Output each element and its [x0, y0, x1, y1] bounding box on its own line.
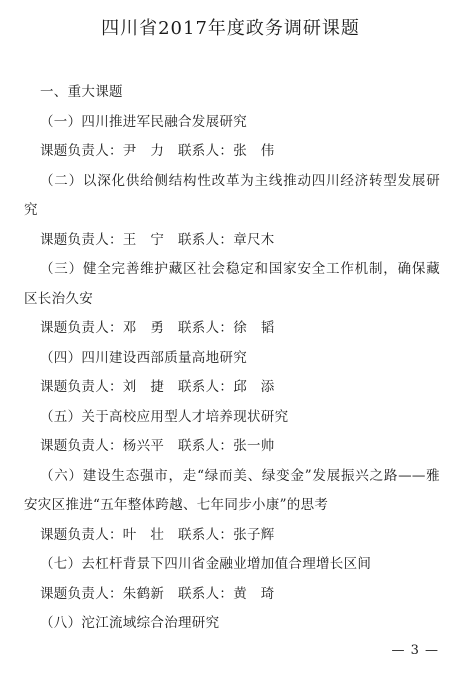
topic-item: （四）四川建设西部质量高地研究: [40, 349, 247, 366]
topic-persons: 课题负责人：刘 捷 联系人：邱 添: [40, 379, 275, 395]
topic-persons: 课题负责人：尹 力 联系人：张 伟: [40, 143, 275, 159]
topic-item: （六）建设生态强市，走“绿而美、绿变金”发展振兴之路——雅安灾区推进“五年整体跨越、七年同步小康”的思考: [24, 467, 440, 513]
topic-persons: 课题负责人：朱鹤新 联系人：黄 琦: [40, 585, 275, 602]
topic-item: （八）沱江流域综合治理研究: [40, 615, 220, 631]
document-body: [24, 78, 440, 639]
topic-item: （二）以深化供给侧结构性改革为主线推动四川经济转型发展研究: [24, 172, 440, 218]
topic-persons: 课题负责人：杨兴平 联系人：张一帅: [40, 438, 275, 454]
page-title: 四川省2017年度政务调研课题: [101, 18, 360, 39]
section-heading: 一、重大课题: [40, 84, 123, 100]
topic-item: （七）去杠杆背景下四川省金融业增加值合理增长区间: [40, 556, 372, 572]
topic-item: （三）健全完善维护藏区社会稳定和国家安全工作机制，确保藏区长治久安: [24, 261, 440, 307]
topic-persons: 课题负责人：王 宁 联系人：章尺木: [40, 231, 275, 248]
page-number: — 3 —: [391, 643, 439, 658]
topic-persons: 课题负责人：叶 壮 联系人：张子辉: [40, 526, 275, 543]
topic-persons: 课题负责人：邓 勇 联系人：徐 韬: [40, 320, 275, 336]
topic-item: （五）关于高校应用型人才培养现状研究: [40, 408, 289, 425]
topic-item: （一）四川推进军民融合发展研究: [40, 113, 247, 130]
